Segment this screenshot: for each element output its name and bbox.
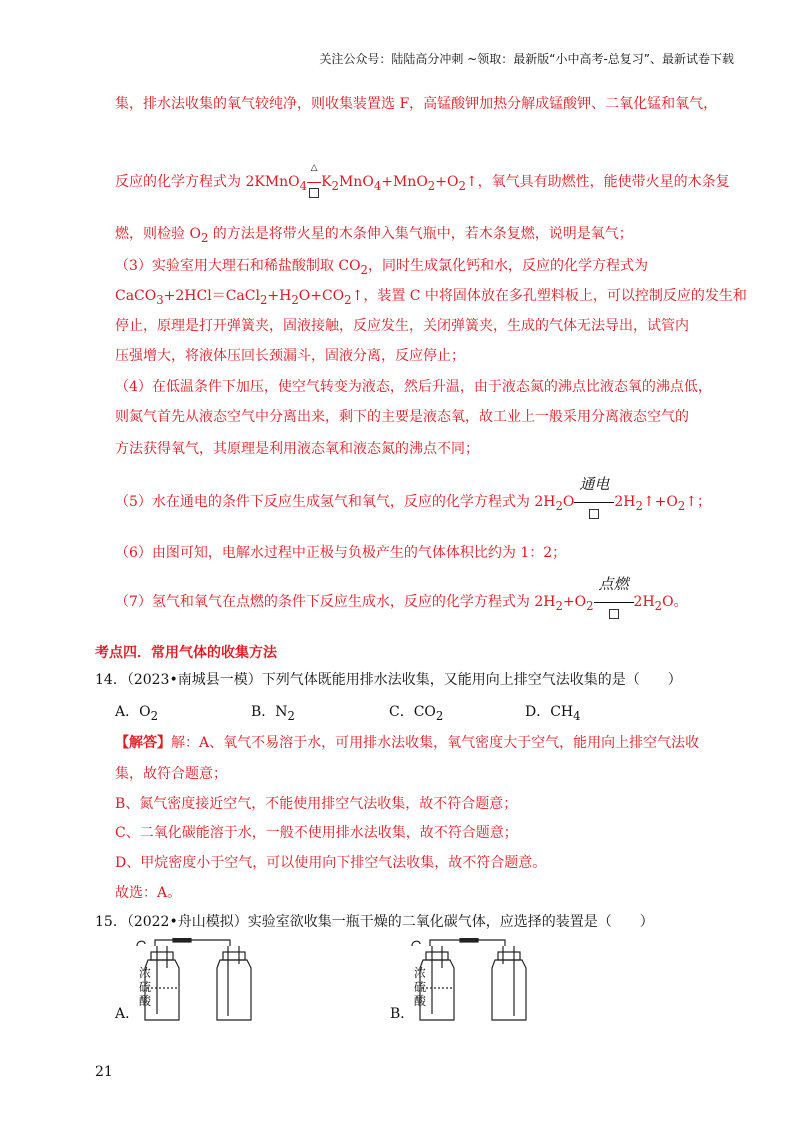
solution-line: 则氮气首先从液态空气中分离出来，剩下的主要是液态氧，故工业上一般采用分离液态空气的 [115, 409, 689, 425]
placeholder-box-icon [309, 188, 319, 198]
solution-line: （4）在低温条件下加压，使空气转变为液态，然后升温，由于液态氮的沸点比液态氧的沸点低， [115, 379, 712, 395]
answer-line: 【解答】解：A、氧气不易溶于水，可用排水法收集，氧气密度大于空气，能用向上排空气法收 [115, 735, 700, 751]
option-c: C．$CO_2$ [389, 704, 444, 723]
answer-line: D、甲烷密度小于空气，可以使用向下排空气法收集，故不符合题意。 [115, 855, 547, 871]
gas-washing-apparatus-a [115, 938, 265, 1028]
answer-line: B、氮气密度接近空气，不能使用排空气法收集，故不符合题意； [115, 796, 518, 812]
option-a-label: A． [115, 1006, 140, 1022]
equation-line: （7）氢气和氧气在点燃的条件下反应生成水，反应的化学方程式为 $2H_2+O_2$ 点燃 $2H_2O$。 [115, 592, 688, 616]
reagent-label: 浓 硫 酸 [414, 966, 427, 1008]
equation-condition: 通电 [574, 492, 614, 512]
answer-line: C、二氧化碳能溶于水，一般不使用排水法收集，故不符合题意； [115, 825, 518, 841]
question-15-stem: 15．（2022•舟山模拟）实验室欲收集一瓶干燥的二氧化碳气体，应选择的装置是（ ） [95, 914, 654, 930]
equation-line: 反应的化学方程式为 2KMnO$_4$ △ $K_2MnO_4+MnO_2+O_2↑$，氧气具有助燃性，能使带火星的木条复 [115, 172, 730, 196]
option-b-label: B． [390, 1006, 415, 1022]
solution-line: （3）实验室用大理石和稀盐酸制取 $CO_2$，同时生成氯化钙和水，反应的化学方程式为 [115, 258, 648, 277]
page-header: 关注公众号：陆陆高分冲刺 ~领取：最新版“小中高考-总复习”、最新试卷下载 [319, 52, 734, 66]
option-b: B．$N_2$ [251, 704, 295, 723]
option-d: D．$CH_4$ [525, 704, 581, 723]
placeholder-box-icon [609, 609, 619, 619]
solution-line: 燃，则检验 $O_2$ 的方法是将带火星的木条伸入集气瓶中，若木条复燃，说明是氧气； [115, 226, 633, 245]
solution-line: 集，排水法收集的氧气较纯净，则收集装置选 F，高锰酸钾加热分解成锰酸钾、二氧化锰和氧气， [115, 96, 718, 112]
answer-line: 故选：A。 [115, 885, 182, 901]
apparatus-a-drawing [115, 938, 265, 1028]
solution-line: $CaCO_3+2HCl=CaCl_2+H_2O+CO_2↑$，装置 C 中将固体放在多孔塑料板上，可以控制反应的发生和 [115, 288, 747, 307]
page-number: 21 [95, 1064, 113, 1080]
solution-line: 方法获得氧气，其原理是利用液态氧和液态氮的沸点不同； [115, 441, 479, 457]
section-title: 考点四．常用气体的收集方法 [95, 645, 277, 661]
question-14-stem: 14．（2023•南城县一模）下列气体既能用排水法收集，又能用向上排空气法收集的是（ ） [95, 672, 682, 688]
solution-line: 压强增大，将液体压回长颈漏斗，固液分离，反应停止； [115, 348, 465, 364]
equation-line: （5）水在通电的条件下反应生成氢气和氧气，反应的化学方程式为 $2H_2O$ 通电 $2H_2↑+O_2↑$； [115, 492, 711, 516]
reagent-label: 浓 硫 酸 [139, 966, 152, 1008]
equation-condition: △ [307, 172, 321, 192]
solution-line: 停止，原理是打开弹簧夹，固液接触，反应发生，关闭弹簧夹，生成的气体无法导出，试管内 [115, 318, 689, 334]
apparatus-b-drawing [390, 938, 540, 1028]
gas-washing-apparatus-b [390, 938, 540, 1028]
answer-line: 集，故符合题意； [115, 766, 227, 782]
option-a: A．$O_2$ [115, 704, 159, 723]
equation-condition: 点燃 [594, 592, 634, 612]
placeholder-box-icon [589, 509, 599, 519]
solution-line: （6）由图可知，电解水过程中正极与负极产生的气体体积比约为 1：2； [115, 545, 567, 561]
